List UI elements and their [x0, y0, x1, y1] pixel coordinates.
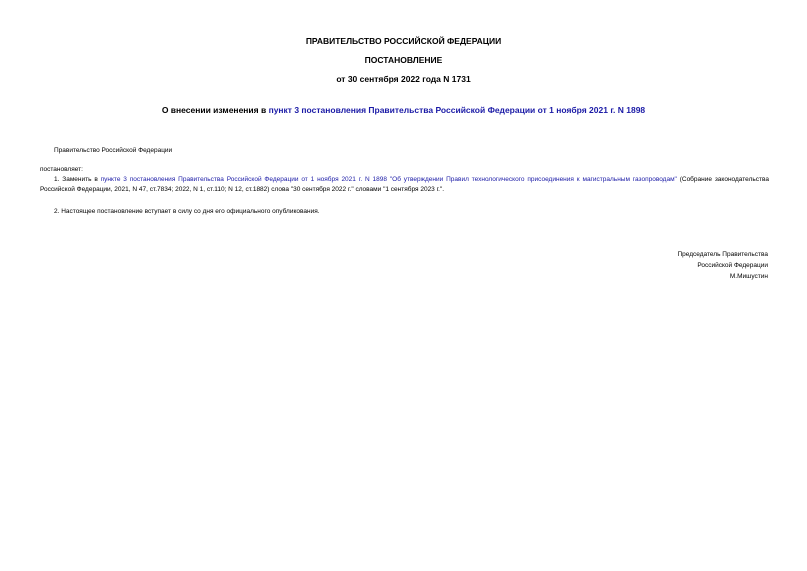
document-title-prefix: О внесении изменения в [161, 105, 269, 115]
signature-name: М.Мишустин [729, 273, 768, 280]
signature-position: Председатель Правительства [677, 251, 768, 258]
paragraph-item-1 [40, 175, 769, 195]
item-1-suffix: (Собрание законодательства Российской Федерации, 2021, N 47, ст.7834; 2022, N 1, ст.110; N 12, ст.1882) слова "30 сентября 2022 г." словами "1 сентября 2023 г.". [40, 176, 769, 193]
document-title [0, 105, 807, 116]
signature-organization: Российской Федерации [697, 262, 768, 269]
item-1-link[interactable]: пункте 3 постановления Правительства Российской Федерации от 1 ноября 2021 г. N 1898 "Об утверждении Правил технологического присоединения к магистральным газопроводам" [100, 176, 677, 183]
government-heading: ПРАВИТЕЛЬСТВО РОССИЙСКОЙ ФЕДЕРАЦИИ [305, 36, 502, 46]
document-type-heading: ПОСТАНОВЛЕНИЕ [364, 55, 443, 65]
paragraph-item-2: 2. Настоящее постановление вступает в силу со дня его официального опубликования. [54, 208, 320, 215]
government-line: Правительство Российской Федерации [54, 147, 173, 154]
document-date-number: от 30 сентября 2022 года N 1731 [336, 74, 471, 84]
item-1-prefix: 1. Заменить в [54, 176, 101, 183]
document-title-link[interactable]: пункт 3 постановления Правительства Российской Федерации от 1 ноября 2021 г. N 1898 [268, 105, 646, 115]
resolves-line: постановляет: [40, 166, 83, 173]
